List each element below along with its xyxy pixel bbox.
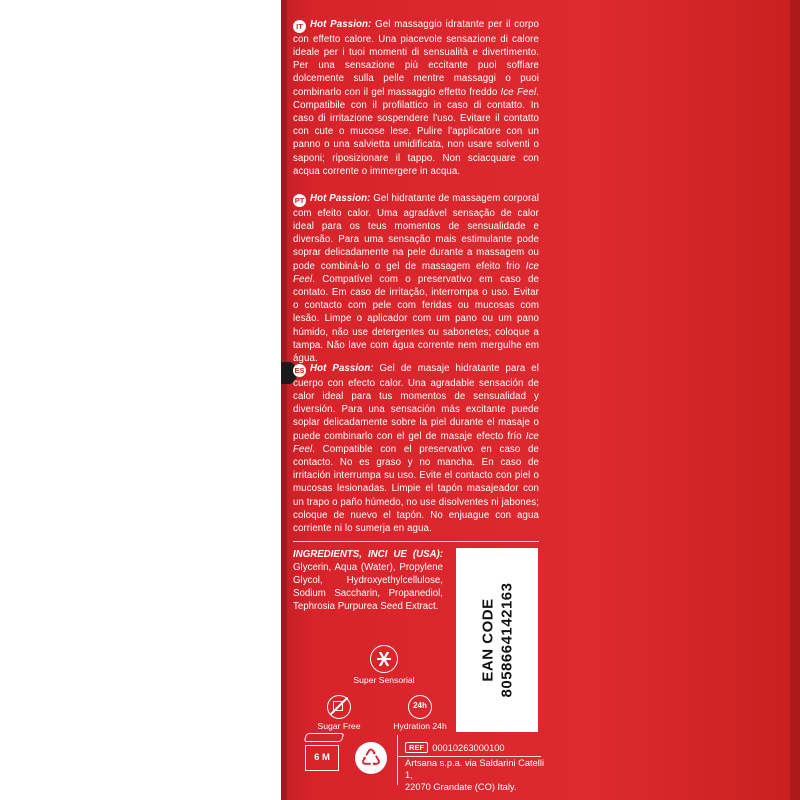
flag-badge-pt: PT [294,195,305,205]
manufacturer-address [405,757,545,793]
flag-badge-it: IT [293,20,306,33]
footer-vertical-divider [397,735,398,785]
ean-barcode-box [456,548,538,732]
language-block-it [293,8,539,188]
paragraph-es [293,362,539,535]
super-sensorial-icon [370,645,398,673]
ref-badge: REF [405,742,428,753]
ean-number: 8058664142163 [498,582,516,698]
description-it-2: . Compatibile con il profilattico in caso di contatto. In caso di irritazione sospendere l'uso. Evitare il contatto con cute o mucose lese. Pulire l'applicatore con un panno o una salvietta umidificata, non usare solventi o saponi; riposizionare il tappo. Non sciacquare con acqua corrente o immergere in acqua. [293,86,539,177]
icon-item-sugar-free [301,695,377,731]
language-block-es [293,352,539,545]
red-label-panel [281,0,800,800]
pao-label: 6 M [305,745,339,771]
description-it: Gel massaggio idratante per il corpo con effetto calore. Una piacevole sensazione di calore ideale per i tuoi momenti di sensualità e divertimento. Per una sensazione più eccitante puoi soffiare dolcemente sulla pelle mentre massaggi o puoi combinarlo con il gel massaggio effetto freddo [293,18,540,98]
language-block-pt [293,182,539,375]
super-sensorial-label: Super Sensorial [353,675,415,685]
flag-badge-es: ES [294,365,305,375]
label-content [293,0,785,800]
ice-feel-brand-pt: Ice Feel [293,260,539,285]
period-after-opening-icon [305,745,343,773]
ref-number: 00010263000100 [432,743,505,753]
ice-feel-brand-es: Ice Feel [293,430,539,455]
brand-name-es: Hot Passion: [310,362,374,374]
ean-text-wrapper [478,583,516,698]
divider-line [293,541,539,542]
ref-row [405,742,505,753]
icon-item-super-sensorial [339,645,429,685]
icon-item-hydration-24h [377,695,463,731]
description-es: Gel de masaje hidratante para el cuerpo con efecto calor. Una agradable sensación de calor ideal para tus momentos de sensualidad y diversión. Para una sensación más excitante puede soplar delicadamente sobre la piel durante el masaje o puede combinarlo con el gel de masaje efecto frío [293,362,539,442]
company-name: Artsana s.p.a. via Saldarini Catelli 1, [405,758,545,780]
ingredients-section [293,548,443,613]
ingredients-heading: INGREDIENTS, INCI UE (USA): [293,549,443,560]
sugar-free-label: Sugar Free [317,721,361,731]
description-pt: Gel hidratante de massagem corporal com efeito calor. Uma agradável sensação de calor ideal para os teus momentos de sensualidade e diversão. Para uma sensação mais estimulante pode soprar delicadamente na pele durante a massagem ou pode combiná-lo o gel de massagem efeito frio [293,192,540,272]
paragraph-it [293,18,539,178]
ean-label: EAN CODE [479,598,497,682]
description-pt-2: . Compatível com o preservativo em caso de contato. Em caso de irritação, interrompa o uso. Evitar o contacto com pele com feridas ou mucosas com lesão. Limpe o aplicador com um pano ou um pano húmido, não use detergentes ou sabonetes; coloque a tampa. Não lave com água corrente nem mergulhe em água. [293,273,539,364]
brand-name-it: Hot Passion: [310,18,372,30]
hydration-24h-label: Hydration 24h [393,721,447,731]
left-margin [0,0,281,800]
company-address: 22070 Grandate (CO) Italy. [405,782,517,792]
ingredients-list: Glycerin, Aqua (Water), Propylene Glycol, Hydroxyethylcellulose, Sodium Saccharin, Propanediol, Tephrosia Purpurea Seed Extract. [293,562,443,612]
recycle-icon: ♺ [355,742,387,774]
brand-name-pt: Hot Passion: [310,192,371,204]
pao-lid-shape [304,733,345,742]
ice-feel-brand-it: Ice Feel [500,86,537,98]
sugar-free-icon [327,695,351,719]
description-es-2: . Compatible con el preservativo en caso de contacto. No es graso y no mancha. En caso de irritación interrumpa su uso. Evite el contacto con piel o mucosas lesionadas. Limpie el tapón masajeador con un trapo o paño húmedo, no use disolventes ni jabones; coloque de nuevo el tapón. No enjuague con agua corriente ni lo sumerja en agua. [293,443,539,534]
hydration-24h-icon: 24h [408,695,432,719]
paragraph-pt [293,192,539,365]
